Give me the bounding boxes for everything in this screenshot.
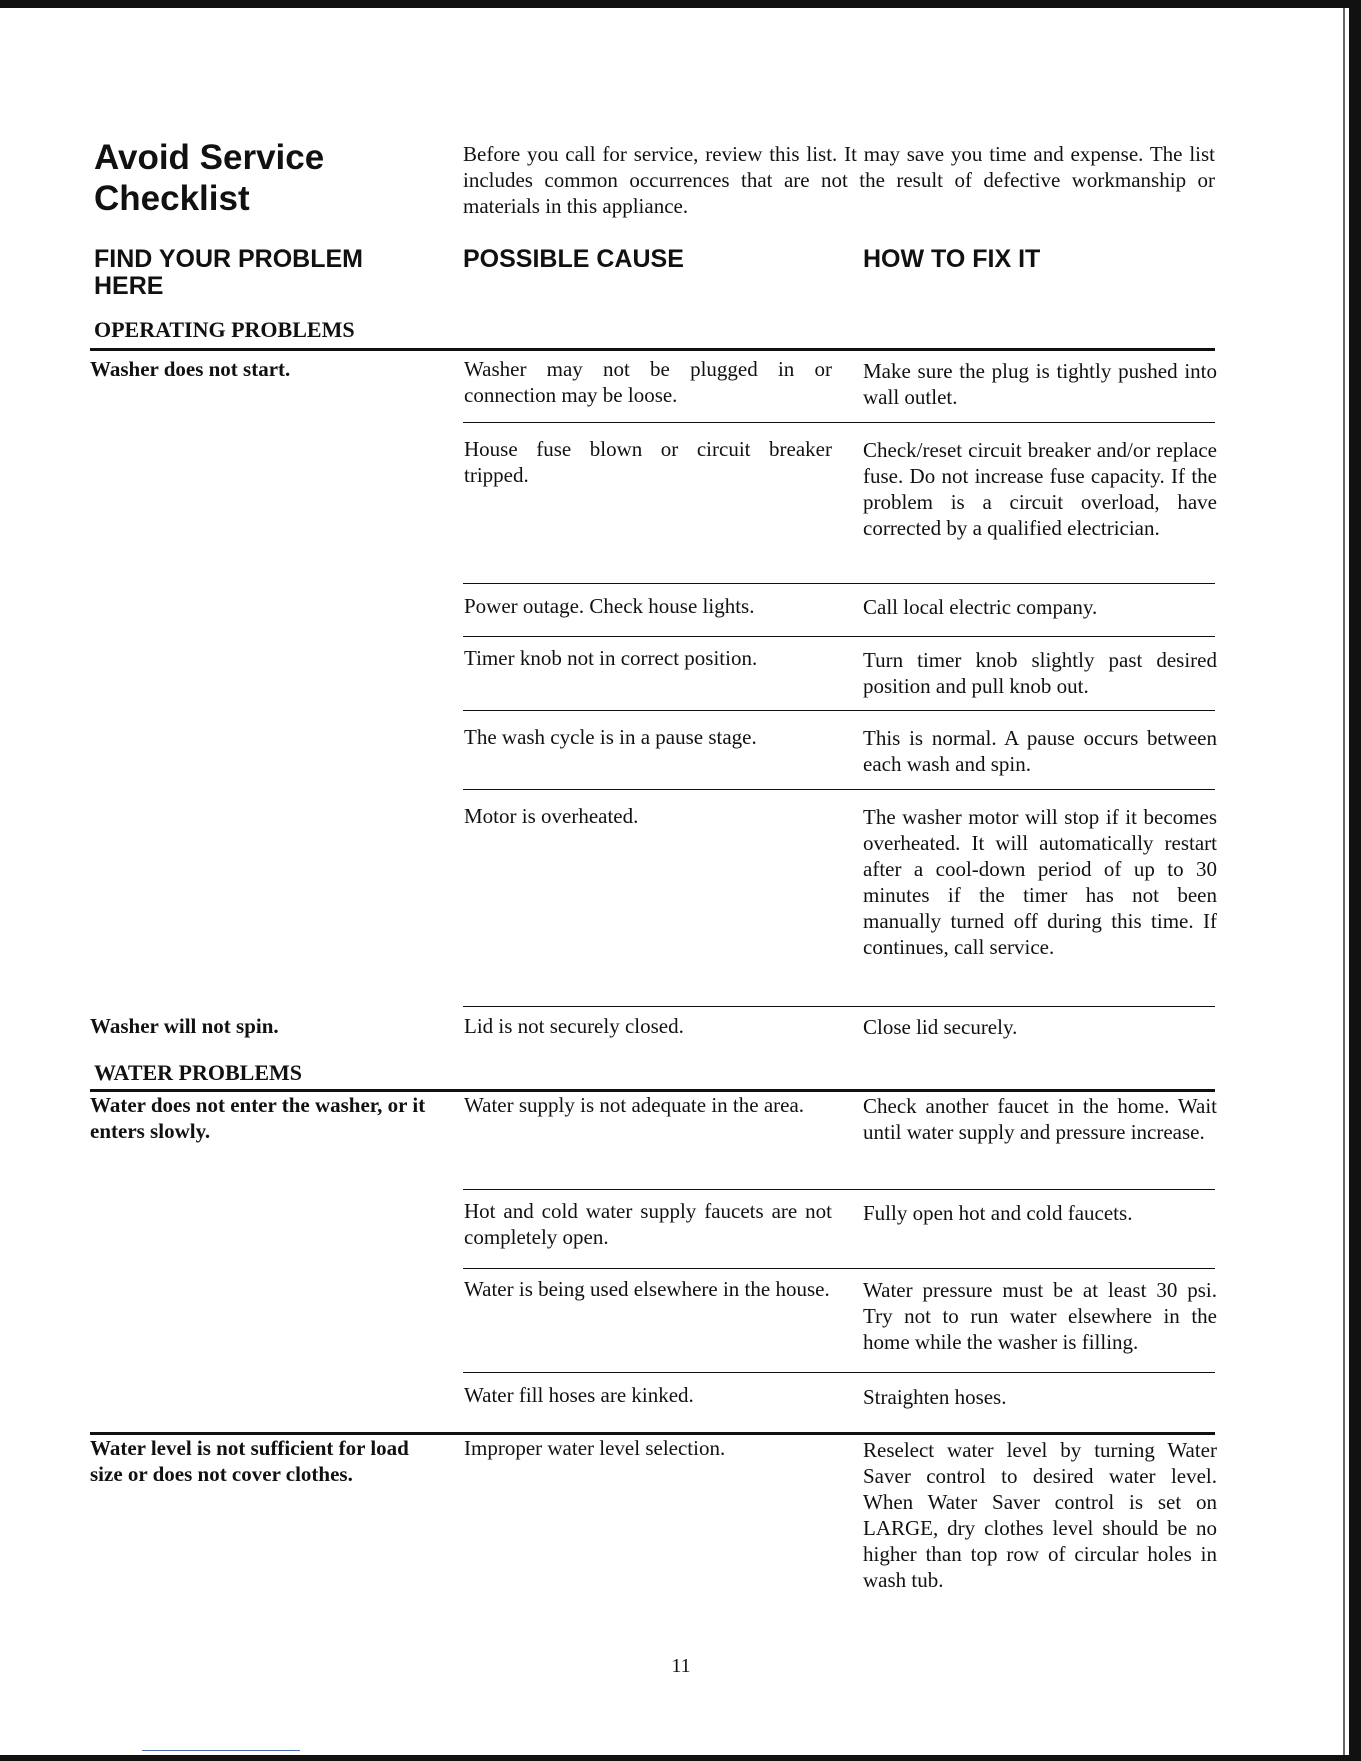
fix-row-5: This is normal. A pause occurs between each wash and spin. xyxy=(863,726,1217,776)
fix-row-10: Water pressure must be at least 30 psi. Try not to run water elsewhere in the home while the washer is filling. xyxy=(863,1278,1217,1354)
cause-row-6: Motor is overheated. xyxy=(464,804,639,828)
right-inner-border xyxy=(1343,8,1345,1755)
intro-paragraph: Before you call for service, review this list. It may save you time and expense. The list includes common occurrences that are not the result of defective workmanship or materials in this appliance. xyxy=(463,142,1215,218)
column-header-fix: HOW TO FIX IT xyxy=(863,245,1041,273)
row-divider xyxy=(463,710,1215,711)
row-divider xyxy=(463,1006,1215,1007)
problem-washer-not-start: Washer does not start. xyxy=(90,357,291,381)
fix-row-8: Check another faucet in the home. Wait until water supply and pressure increase. xyxy=(863,1094,1217,1144)
cause-row-10: Water is being used elsewhere in the house. xyxy=(464,1277,830,1301)
page-number: 11 xyxy=(671,1655,691,1677)
fix-row-9: Fully open hot and cold faucets. xyxy=(863,1201,1133,1225)
row-divider xyxy=(463,583,1215,584)
fix-row-2: Check/reset circuit breaker and/or replace fuse. Do not increase fuse capacity. If the problem is a circuit overload, have corrected by a qualified electrician. xyxy=(863,438,1217,540)
cause-row-7: Lid is not securely closed. xyxy=(464,1014,684,1038)
fix-row-12: Reselect water level by turning Water Saver control to desired water level. When Water Saver control is set on LARGE, dry clothes level should be no higher than top row of circular holes in wash tub. xyxy=(863,1438,1217,1592)
row-divider xyxy=(463,1372,1215,1373)
top-border xyxy=(0,0,1361,8)
fix-row-4: Turn timer knob slightly past desired position and pull knob out. xyxy=(863,648,1217,698)
cause-row-1: Washer may not be plugged in or connection may be loose. xyxy=(464,357,832,407)
problem-water-level: Water level is not sufficient for load size or does not cover clothes. xyxy=(90,1436,409,1486)
fix-row-11: Straighten hoses. xyxy=(863,1385,1007,1409)
cause-row-5: The wash cycle is in a pause stage. xyxy=(464,725,757,749)
cause-row-8: Water supply is not adequate in the area. xyxy=(464,1093,805,1117)
right-border xyxy=(1349,0,1361,1761)
row-divider xyxy=(463,636,1215,637)
section-heading-water: WATER PROBLEMS xyxy=(94,1060,303,1085)
row-divider xyxy=(463,789,1215,790)
cause-row-11: Water fill hoses are kinked. xyxy=(464,1383,694,1407)
scan-mark-line xyxy=(142,1750,300,1751)
bottom-border xyxy=(0,1755,1361,1761)
section-heading-operating: OPERATING PROBLEMS xyxy=(94,317,355,342)
fix-row-1: Make sure the plug is tightly pushed into wall outlet. xyxy=(863,359,1217,409)
cause-row-12: Improper water level selection. xyxy=(464,1436,726,1460)
page-title: Avoid Service Checklist xyxy=(94,138,325,218)
cause-row-4: Timer knob not in correct position. xyxy=(464,646,758,670)
row-divider xyxy=(463,422,1215,423)
fix-row-7: Close lid securely. xyxy=(863,1015,1018,1039)
row-divider xyxy=(463,1268,1215,1269)
problem-water-not-enter: Water does not enter the washer, or it enters slowly. xyxy=(90,1093,426,1143)
cause-row-2: House fuse blown or circuit breaker tripped. xyxy=(464,437,832,487)
column-header-cause: POSSIBLE CAUSE xyxy=(463,245,684,273)
cause-row-9: Hot and cold water supply faucets are not completely open. xyxy=(464,1199,832,1249)
problem-washer-not-spin: Washer will not spin. xyxy=(90,1014,279,1038)
fix-row-3: Call local electric company. xyxy=(863,595,1098,619)
column-header-problem: FIND YOUR PROBLEM HERE xyxy=(94,245,363,300)
row-divider xyxy=(463,1189,1215,1190)
fix-row-6: The washer motor will stop if it becomes overheated. It will automatically restart after a cool-down period of up to 30 minutes if the timer has not been manually turned off during this time. If continues, call service. xyxy=(863,805,1217,959)
section-rule-operating xyxy=(90,348,1215,351)
cause-row-3: Power outage. Check house lights. xyxy=(464,594,755,618)
